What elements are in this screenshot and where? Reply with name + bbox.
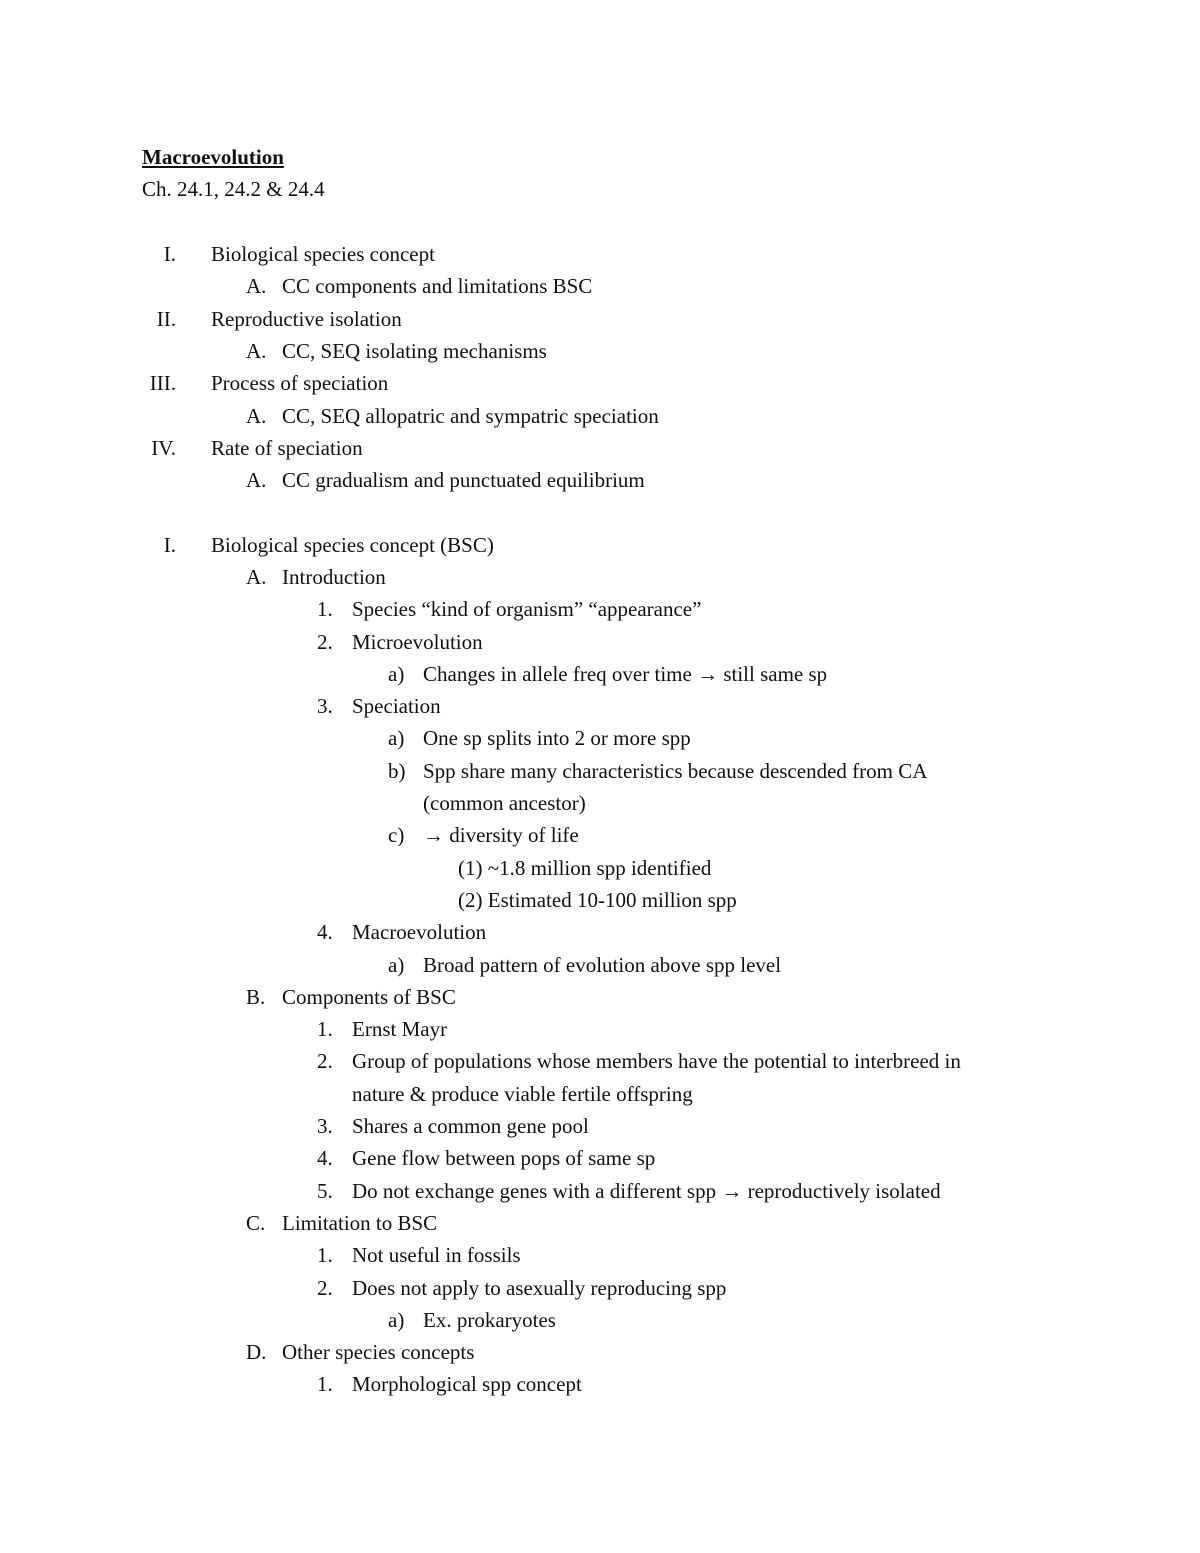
outline-text: Shares a common gene pool [352, 1114, 589, 1138]
outline-marker: 1. [317, 1243, 333, 1267]
outline-marker: 1. [317, 597, 333, 621]
outline-text: Spp share many characteristics because descended from CA [423, 759, 928, 783]
outline-marker: 2. [317, 1276, 333, 1300]
outline-marker: A. [246, 565, 267, 589]
outline-text: Other species concepts [282, 1340, 475, 1364]
outline-item [0, 787, 1200, 819]
outline-text: Does not apply to asexually reproducing spp [352, 1276, 727, 1300]
outline-marker: 2. [317, 1049, 333, 1073]
outline-marker: C. [246, 1211, 266, 1235]
outline-item [0, 464, 1200, 496]
outline-text: Broad pattern of evolution above spp level [423, 953, 782, 977]
outline-text: Do not exchange genes with a different spp → reproductively isolated [352, 1179, 941, 1203]
outline-marker: II. [156, 307, 176, 331]
outline-item [0, 658, 1200, 690]
outline-text: Microevolution [352, 630, 483, 654]
outline-text: CC components and limitations BSC [282, 274, 593, 298]
outline-item [0, 884, 1200, 916]
outline-text: Limitation to BSC [282, 1211, 438, 1235]
outline-marker: IV. [151, 436, 176, 460]
outline-item [0, 593, 1200, 625]
outline-text: CC, SEQ isolating mechanisms [282, 339, 547, 363]
outline-item [0, 1207, 1200, 1239]
outline-marker: A. [246, 468, 267, 492]
outline-text: One sp splits into 2 or more spp [423, 726, 691, 750]
outline-item [0, 1045, 1200, 1077]
outline-text: Ernst Mayr [352, 1017, 448, 1041]
outline-item [0, 626, 1200, 658]
outline-text: Process of speciation [211, 371, 389, 395]
outline-text: Speciation [352, 694, 441, 718]
outline-item [0, 1336, 1200, 1368]
outline-marker: A. [246, 274, 267, 298]
outline-marker: 3. [317, 694, 333, 718]
outline-marker: 4. [317, 920, 333, 944]
outline-marker: a) [388, 1308, 405, 1332]
outline-marker: c) [388, 823, 405, 847]
chapter-reference: Ch. 24.1, 24.2 & 24.4 [142, 177, 325, 201]
outline-item [0, 561, 1200, 593]
outline-marker: A. [246, 339, 267, 363]
outline-text: Group of populations whose members have the potential to interbreed in [352, 1049, 961, 1073]
outline-text: Rate of speciation [211, 436, 363, 460]
outline-text: Introduction [282, 565, 386, 589]
outline-item [0, 852, 1200, 884]
outline-text: CC, SEQ allopatric and sympatric speciation [282, 404, 659, 428]
outline-item [0, 1013, 1200, 1045]
outline-item [0, 432, 1200, 464]
outline-item [0, 270, 1200, 302]
outline-item [0, 335, 1200, 367]
outline-item [0, 400, 1200, 432]
outline-text: Morphological spp concept [352, 1372, 582, 1396]
outline-text: Biological species concept (BSC) [211, 533, 494, 557]
outline-marker: 1. [317, 1017, 333, 1041]
outline-item [0, 1239, 1200, 1271]
outline-text: (1) ~1.8 million spp identified [458, 856, 712, 880]
outline-text: Ex. prokaryotes [423, 1308, 556, 1332]
page-title: Macroevolution [142, 145, 284, 169]
outline-item [0, 722, 1200, 754]
outline-marker: a) [388, 953, 405, 977]
outline-text: (2) Estimated 10-100 million spp [458, 888, 737, 912]
outline-marker: 3. [317, 1114, 333, 1138]
outline-item [0, 819, 1200, 851]
outline-item [0, 755, 1200, 787]
outline-marker: I. [163, 533, 176, 557]
outline-item [0, 1304, 1200, 1336]
outline-text: Reproductive isolation [211, 307, 402, 331]
outline-text: Biological species concept [211, 242, 435, 266]
outline-item [0, 1078, 1200, 1110]
outline-item [0, 303, 1200, 335]
outline-text: Species “kind of organism” “appearance” [352, 597, 702, 621]
outline-marker: 4. [317, 1146, 333, 1170]
outline-marker: A. [246, 404, 267, 428]
outline-marker: 5. [317, 1179, 333, 1203]
outline-item [0, 949, 1200, 981]
outline-item [0, 529, 1200, 561]
outline-text: Components of BSC [282, 985, 456, 1009]
outline-item [0, 981, 1200, 1013]
outline-item [0, 1142, 1200, 1174]
outline-item [0, 1272, 1200, 1304]
outline-marker: D. [246, 1340, 267, 1364]
outline-item [0, 238, 1200, 270]
outline-item [0, 1110, 1200, 1142]
outline-item [0, 916, 1200, 948]
outline-marker: 1. [317, 1372, 333, 1396]
outline-text: Changes in allele freq over time → still same sp [423, 662, 828, 686]
outline-text: CC gradualism and punctuated equilibrium [282, 468, 645, 492]
outline-text: → diversity of life [423, 823, 579, 847]
outline-marker: 2. [317, 630, 333, 654]
outline-text: Macroevolution [352, 920, 487, 944]
outline-item [0, 690, 1200, 722]
outline-marker: I. [163, 242, 176, 266]
outline-marker: a) [388, 662, 405, 686]
outline-item [0, 1175, 1200, 1207]
outline-text: (common ancestor) [423, 791, 586, 815]
outline-text: Gene flow between pops of same sp [352, 1146, 656, 1170]
outline-marker: a) [388, 726, 405, 750]
outline-item [0, 1368, 1200, 1400]
outline-marker: III. [149, 371, 176, 395]
outline-marker: b) [388, 759, 406, 783]
outline-text: nature & produce viable fertile offspring [352, 1082, 693, 1106]
outline-text: Not useful in fossils [352, 1243, 521, 1267]
outline-item [0, 367, 1200, 399]
outline-marker: B. [246, 985, 266, 1009]
